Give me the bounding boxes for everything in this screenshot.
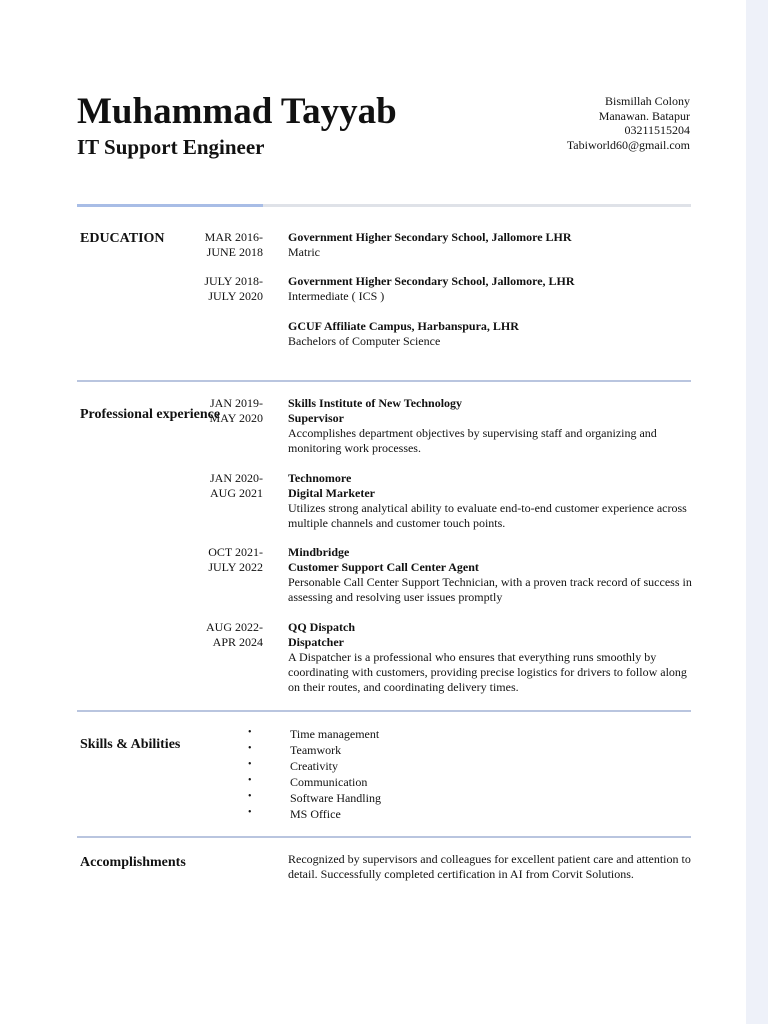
- entry-date: [180, 396, 263, 426]
- entry-body: [288, 545, 693, 605]
- skill-label: Teamwork: [290, 743, 342, 757]
- education-heading: EDUCATION: [80, 231, 165, 246]
- role-title: Dispatcher: [288, 635, 344, 649]
- accomplishments-text: Recognized by supervisors and colleagues for excellent patient care and attention to detail. Successfully completed certification in AI from Corvit Solutions.: [288, 852, 691, 881]
- entry-body: [288, 230, 693, 260]
- list-item: [0, 807, 746, 823]
- header-divider-accent: [77, 204, 263, 207]
- list-item: [0, 743, 746, 759]
- company-name: Technomore: [288, 471, 352, 485]
- date-end: APR 2024: [212, 635, 263, 649]
- company-name: QQ Dispatch: [288, 620, 356, 634]
- list-item: [0, 759, 746, 775]
- entry-body: [288, 274, 693, 304]
- bullet-icon: •: [248, 743, 252, 754]
- role-title: Supervisor: [288, 411, 345, 425]
- entry-date: [180, 230, 263, 260]
- date-end: JUNE 2018: [206, 245, 263, 259]
- date-start: AUG 2022-: [206, 620, 263, 634]
- bullet-icon: •: [248, 759, 252, 770]
- role-description: A Dispatcher is a professional who ensures that everything runs smoothly by coordinating with customers, providing precise logistics for drivers to follow along on their routes, and coordinating delivery times.: [288, 650, 687, 694]
- date-end: MAY 2020: [209, 411, 263, 425]
- candidate-name: Muhammad Tayyab: [77, 91, 397, 132]
- skill-label: Creativity: [290, 759, 338, 773]
- skill-label: Software Handling: [290, 791, 381, 805]
- contact-phone: 03211515204: [624, 123, 690, 137]
- section-divider: [77, 710, 691, 712]
- section-divider: [77, 380, 691, 382]
- skills-heading: Skills & Abilities: [80, 737, 181, 752]
- header-divider: [77, 204, 691, 207]
- contact-line: Manawan. Batapur: [598, 108, 690, 123]
- list-item: [0, 775, 746, 791]
- degree: Bachelors of Computer Science: [288, 334, 441, 348]
- date-start: JAN 2020-: [210, 471, 263, 485]
- bullet-icon: •: [248, 727, 252, 738]
- skill-label: Communication: [290, 775, 368, 789]
- entry-body: [288, 396, 693, 456]
- date-start: MAR 2016-: [204, 230, 263, 244]
- role-description: Personable Call Center Support Technician, with a proven track record of success in assessing and resolving user issues promptly: [288, 575, 692, 604]
- company-name: Skills Institute of New Technology: [288, 396, 463, 410]
- skill-label: Time management: [290, 727, 380, 741]
- skill-label: MS Office: [290, 807, 341, 821]
- contact-email: Tabiworld60@gmail.com: [566, 137, 690, 152]
- date-start: JULY 2018-: [204, 274, 263, 288]
- role-description: Accomplishes department objectives by supervising staff and organizing and monitoring work processes.: [288, 426, 657, 455]
- viewer-scroll-gutter: [746, 0, 768, 1024]
- bullet-icon: •: [248, 791, 252, 802]
- bullet-icon: •: [248, 775, 252, 786]
- entry-date: [180, 545, 263, 575]
- entry-body: [288, 319, 693, 349]
- entry-date: [180, 620, 263, 650]
- list-item: [0, 791, 746, 807]
- degree: Intermediate ( ICS ): [288, 289, 385, 303]
- list-item: [0, 727, 746, 743]
- role-title: Customer Support Call Center Agent: [288, 560, 479, 574]
- job-title: IT Support Engineer: [77, 135, 265, 159]
- degree: Matric: [288, 245, 320, 259]
- bullet-icon: •: [248, 807, 252, 818]
- entry-body: [288, 620, 693, 695]
- date-start: OCT 2021-: [208, 545, 263, 559]
- date-end: JULY 2020: [208, 289, 263, 303]
- school-name: Government Higher Secondary School, Jallomore, LHR: [288, 274, 575, 288]
- role-title: Digital Marketer: [288, 486, 375, 500]
- entry-date: [180, 471, 263, 501]
- date-end: JULY 2022: [208, 560, 263, 574]
- entry-body: [288, 471, 693, 531]
- school-name: Government Higher Secondary School, Jallomore LHR: [288, 230, 572, 244]
- accomplishments-heading: Accomplishments: [80, 855, 186, 870]
- contact-block: [470, 94, 690, 152]
- company-name: Mindbridge: [288, 545, 350, 559]
- entry-date: [180, 274, 263, 304]
- role-description: Utilizes strong analytical ability to evaluate end-to-end customer experience across multiple channels and customer touch points.: [288, 501, 687, 530]
- experience-heading: Professional experience: [80, 407, 221, 422]
- school-name: GCUF Affiliate Campus, Harbanspura, LHR: [288, 319, 519, 333]
- contact-line: Bismillah Colony: [604, 94, 690, 108]
- section-divider: [77, 836, 691, 838]
- date-start: JAN 2019-: [210, 396, 263, 410]
- date-end: AUG 2021: [210, 486, 263, 500]
